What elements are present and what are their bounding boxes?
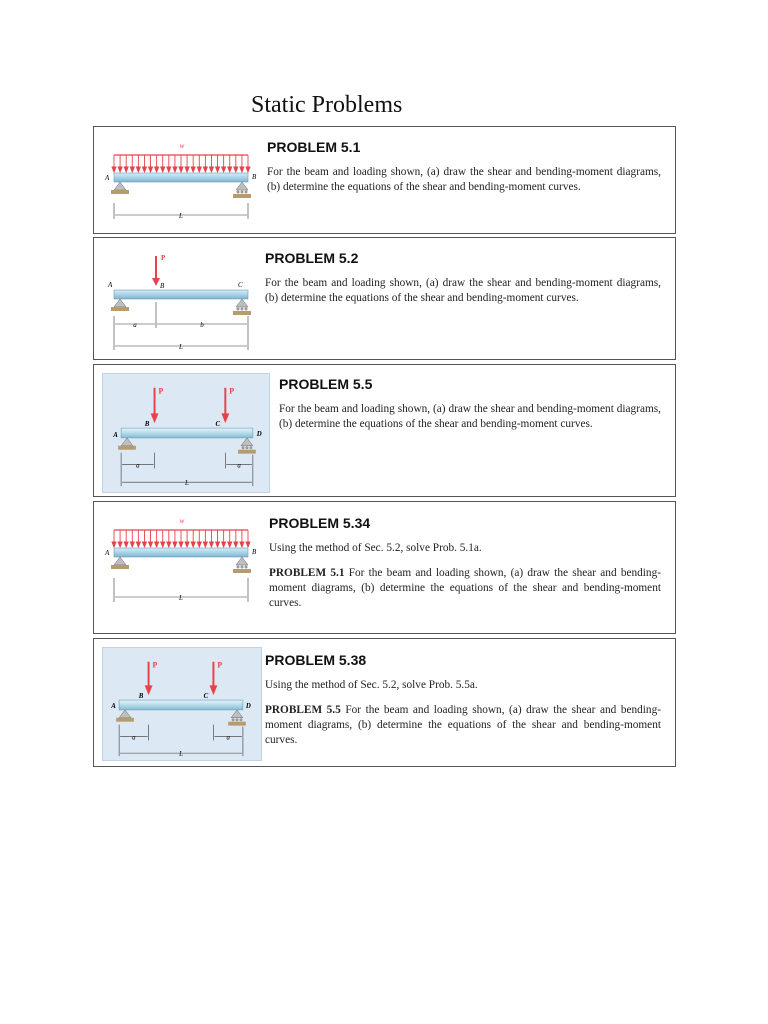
load-label-P2: P: [217, 660, 223, 670]
label-A: A: [105, 174, 110, 182]
problem-text: [265, 250, 661, 306]
problem-card-5-38: [93, 638, 676, 767]
problem-reference: [265, 703, 661, 748]
load-arrowhead: [130, 167, 134, 172]
load-arrowhead: [216, 167, 220, 172]
label-L: L: [179, 343, 183, 351]
load-label-w: w: [179, 517, 185, 525]
label-b: b: [200, 321, 204, 329]
load-arrowhead: [161, 167, 165, 172]
problem-heading: PROBLEM 5.38: [265, 652, 367, 668]
load-arrowhead: [112, 542, 116, 547]
problem-text: [279, 376, 661, 432]
problem-heading: PROBLEM 5.1: [267, 139, 361, 155]
load-arrowhead: [149, 167, 153, 172]
load-label-P1: P: [152, 660, 158, 670]
load-arrowhead: [112, 167, 116, 172]
load-label-P1: P: [158, 386, 164, 396]
label-C: C: [203, 693, 209, 701]
page-title: Static Problems: [251, 92, 403, 118]
beam-figure-two-point-loads: [102, 373, 270, 493]
load-arrowhead: [118, 542, 122, 547]
load-arrowhead: [209, 167, 213, 172]
problem-body: For the beam and loading shown, (a) draw the shear and bending-moment diagrams, (b) determine the equations of the shear and bending-moment curves.: [267, 166, 661, 193]
beam-figure-uniform-load: [102, 510, 262, 610]
label-A: A: [105, 549, 110, 557]
label-a1: a: [136, 462, 140, 470]
load-arrowhead: [197, 167, 201, 172]
label-B: B: [138, 693, 144, 701]
problem-text: [267, 139, 661, 195]
load-arrowhead: [130, 542, 134, 547]
reference-lead: PROBLEM 5.1: [269, 567, 345, 579]
load-arrowhead: [124, 167, 128, 172]
reference-text: For the beam and loading shown, (a) draw the shear and bending-moment diagrams, (b) determine the equations of the shear and bending-moment curves.: [269, 567, 661, 609]
label-C: C: [238, 281, 243, 289]
problem-body: For the beam and loading shown, (a) draw the shear and bending-moment diagrams, (b) determine the equations of the shear and bending-moment curves.: [265, 277, 661, 304]
load-arrowhead: [203, 542, 207, 547]
label-L: L: [179, 212, 183, 220]
load-arrowhead: [167, 167, 171, 172]
reference-lead: PROBLEM 5.5: [265, 704, 341, 716]
load-arrowhead: [155, 167, 159, 172]
label-B: B: [252, 173, 257, 181]
problem-card-5-34: [93, 501, 676, 634]
load-arrowhead: [173, 167, 177, 172]
load-arrowhead: [234, 542, 238, 547]
beam-figure-two-point-loads: [102, 647, 262, 761]
problem-card-5-2: [93, 237, 676, 360]
load-arrowhead: [246, 167, 250, 172]
beam-figure-point-load: [102, 246, 262, 356]
load-arrowhead: [240, 542, 244, 547]
load-arrowhead: [222, 167, 226, 172]
load-arrowhead: [191, 167, 195, 172]
load-arrowhead: [228, 542, 232, 547]
load-arrowhead: [240, 167, 244, 172]
load-arrowhead: [173, 542, 177, 547]
label-A: A: [111, 702, 116, 710]
label-C: C: [215, 421, 221, 429]
load-arrowhead: [209, 542, 213, 547]
label-L: L: [185, 480, 189, 488]
reference-text: For the beam and loading shown, (a) draw the shear and bending-moment diagrams, (b) determine the equations of the shear and bending-moment curves.: [265, 704, 661, 746]
problem-text: [269, 515, 661, 611]
label-a1: a: [132, 734, 136, 742]
problem-card-5-5: [93, 364, 676, 497]
problem-text: [265, 652, 661, 748]
label-B: B: [252, 548, 257, 556]
problem-instruction: Using the method of Sec. 5.2, solve Prob. 5.5a.: [265, 679, 478, 691]
problem-card-5-1: [93, 126, 676, 234]
label-B: B: [144, 421, 150, 429]
label-A: A: [108, 281, 113, 289]
label-a2: a: [237, 462, 241, 470]
problem-heading: PROBLEM 5.2: [265, 250, 359, 266]
load-arrowhead: [185, 542, 189, 547]
beam-figure-uniform-load: [102, 135, 262, 231]
load-arrowhead: [216, 542, 220, 547]
load-arrowhead: [142, 167, 146, 172]
load-arrowhead: [155, 542, 159, 547]
load-label-P2: P: [229, 386, 235, 396]
load-label-w: w: [179, 142, 185, 150]
load-label-P: P: [161, 254, 166, 262]
label-D: D: [256, 430, 262, 438]
load-arrowhead: [191, 542, 195, 547]
load-arrowhead: [136, 167, 140, 172]
label-a: a: [133, 321, 137, 329]
load-arrowhead: [167, 542, 171, 547]
label-a2: a: [226, 734, 230, 742]
problem-heading: PROBLEM 5.5: [279, 376, 373, 392]
problem-heading: PROBLEM 5.34: [269, 515, 371, 531]
label-D: D: [245, 702, 251, 710]
load-arrowhead: [149, 542, 153, 547]
load-arrowhead: [197, 542, 201, 547]
load-arrowhead: [136, 542, 140, 547]
load-arrowhead: [179, 167, 183, 172]
problem-instruction: Using the method of Sec. 5.2, solve Prob. 5.1a.: [269, 542, 482, 554]
label-B: B: [160, 282, 165, 290]
load-arrowhead: [228, 167, 232, 172]
load-arrowhead: [118, 167, 122, 172]
load-arrowhead: [161, 542, 165, 547]
load-arrowhead: [179, 542, 183, 547]
problem-body: For the beam and loading shown, (a) draw the shear and bending-moment diagrams, (b) determine the equations of the shear and bending-moment curves.: [279, 403, 661, 430]
load-arrowhead: [246, 542, 250, 547]
load-arrowhead: [185, 167, 189, 172]
label-A: A: [113, 431, 118, 439]
load-arrowhead: [203, 167, 207, 172]
problem-reference: [269, 566, 661, 611]
load-arrowhead: [142, 542, 146, 547]
load-arrowhead: [222, 542, 226, 547]
label-L: L: [179, 594, 183, 602]
load-arrowhead: [124, 542, 128, 547]
load-arrowhead: [234, 167, 238, 172]
label-L: L: [179, 751, 183, 759]
